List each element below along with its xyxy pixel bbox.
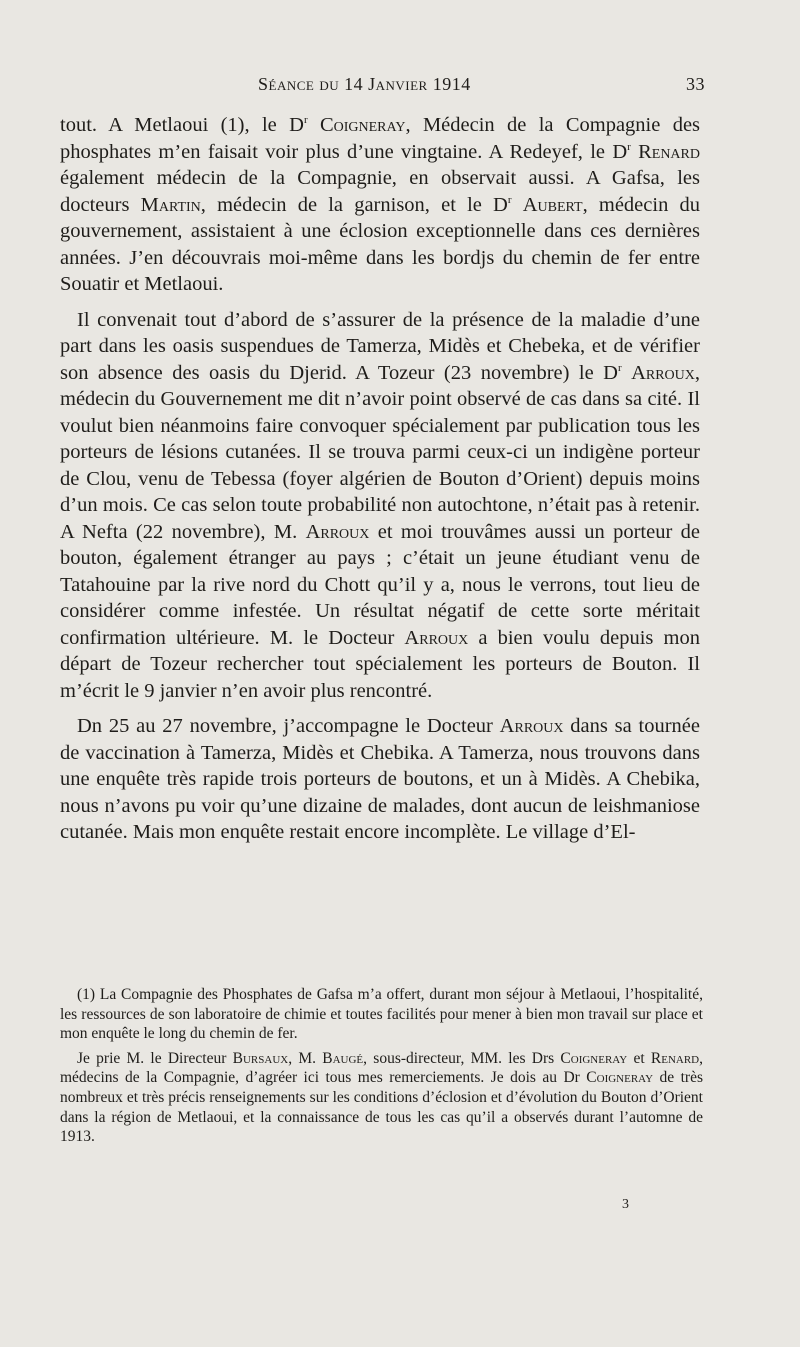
paragraph-1	[60, 112, 700, 298]
text-run: Je prie M. le Directeur	[77, 1049, 233, 1067]
text-run: a bien voulu depuis mon départ de Tozeur rechercher tout spécialement les porteurs de Bouton. Il m’écrit le 9 janvier n’en avoir plus rencontré.	[60, 626, 700, 702]
paragraph-3	[60, 713, 700, 846]
text-run: , médecin du Gouvernement me dit n’avoir point observé de cas dans sa cité. Il voulut bien néanmoins faire convoquer spécialement par publication tous les porteurs de lésions cutanées. Il se trouva parmi ceux-ci un indigène porteur de Clou, venu de Tebessa (foyer algérien de Bouton d’Orient) depuis moins d’un mois. Ce cas selon toute probabilité non autochtone, n’était pas à retenir. A Nefta (22 novembre), M.	[60, 361, 700, 543]
text-run: dans sa tournée de vaccination à Tamerza, Midès et Chebika. A Tamerza, nous trouvons dans une enquête très rapide trois porteurs de boutons, et un à Midès. A Chebika, nous n’avons pu voir qu’une dizaine de malades, dont aucun de leishmaniose cutanée. Mais mon enquête restait encore incomplète. Le village d’El-	[60, 715, 701, 843]
person-name: Arroux	[305, 520, 370, 543]
text-run: , sous-directeur, MM. les Drs	[363, 1049, 561, 1067]
person-name: Renard	[650, 1049, 700, 1067]
text-run: , M.	[288, 1049, 323, 1067]
text-run: , médecins de la Compagnie, d’agréer ici tous mes remerciements. Je dois au Dr	[60, 1049, 703, 1087]
text-run: , Médecin de la Compagnie des phosphates m’en faisait voir plus d’une vingtaine. A Redeyef, le D	[60, 114, 701, 163]
person-name: Coigneray	[586, 1069, 654, 1087]
person-name: Baugé	[322, 1049, 364, 1067]
text-run: Dn 25 au 27 novembre, j’accompagne le Docteur	[77, 715, 500, 737]
person-name: Bursaux	[232, 1049, 289, 1067]
person-name: Arroux	[499, 715, 564, 737]
running-title: Séance du 14 Janvier 1914	[258, 74, 471, 94]
page-number: 33	[686, 74, 705, 94]
text-run: de très nombreux et très précis renseignements sur les conditions d’éclosion et d’évolution du Bouton d’Orient dans la région de Metlaoui, et la connaissance de tous les cas qu’il a observés durant l’automne de 1913.	[60, 1069, 703, 1146]
main-text	[60, 112, 700, 855]
person-name: Arroux	[631, 361, 695, 384]
running-header	[60, 74, 705, 102]
person-name: Aubert	[522, 193, 583, 216]
footnote-1: (1) La Compagnie des Phosphates de Gafsa m’a offert, durant mon séjour à Metlaoui, l’hospitalité, les ressources de son laboratoire de chimie et toutes facilités pour mener à bien mon travail sur place et mon enquête le long du chemin de fer.	[60, 986, 703, 1043]
person-name: Martin	[140, 193, 201, 216]
superscript: r	[507, 193, 512, 206]
text-run: , médecin de la garnison, et le D	[200, 193, 508, 216]
text-run: et	[627, 1049, 651, 1067]
superscript: r	[627, 140, 631, 153]
footnote-2	[60, 1049, 703, 1147]
person-name: Renard	[638, 140, 700, 163]
superscript: r	[303, 114, 308, 127]
person-name: Coigneray	[319, 114, 406, 136]
text-run: également médecin de la Compagnie, en observait aussi. A Gafsa, les docteurs	[60, 167, 700, 216]
text-run: et moi trouvâmes aussi un porteur de bouton, également étranger au pays ; c’était un jeune étudiant venu de Tatahouine par la rive nord du Chott qu’il y a, nous le verrons, tout lieu de considérer comme infestée. Un résultat négatif de cette sorte méritait confirmation ultérieure. M. le Docteur	[60, 520, 700, 649]
superscript: r	[617, 361, 622, 374]
footnotes	[60, 985, 703, 1152]
paragraph-2	[60, 307, 700, 705]
text-run: Il convenait tout d’abord de s’assurer de la présence de la maladie d’une part dans les oasis suspendues de Tamerza, Midès et Chebeka, et de vérifier son absence des oasis du Djerid. A Tozeur (23 novembre) le D	[60, 308, 700, 384]
signature-mark: 3	[622, 1197, 629, 1212]
person-name: Arroux	[404, 626, 469, 649]
person-name: Coigneray	[560, 1049, 628, 1067]
text-run: , médecin du gouvernement, assistaient à une éclosion exceptionnelle dans ces dernières années. J’en découvrais moi-même dans les bordjs du chemin de fer entre Souatir et Metlaoui.	[60, 193, 700, 295]
text-run: tout. A Metlaoui (1), le D	[60, 114, 304, 136]
